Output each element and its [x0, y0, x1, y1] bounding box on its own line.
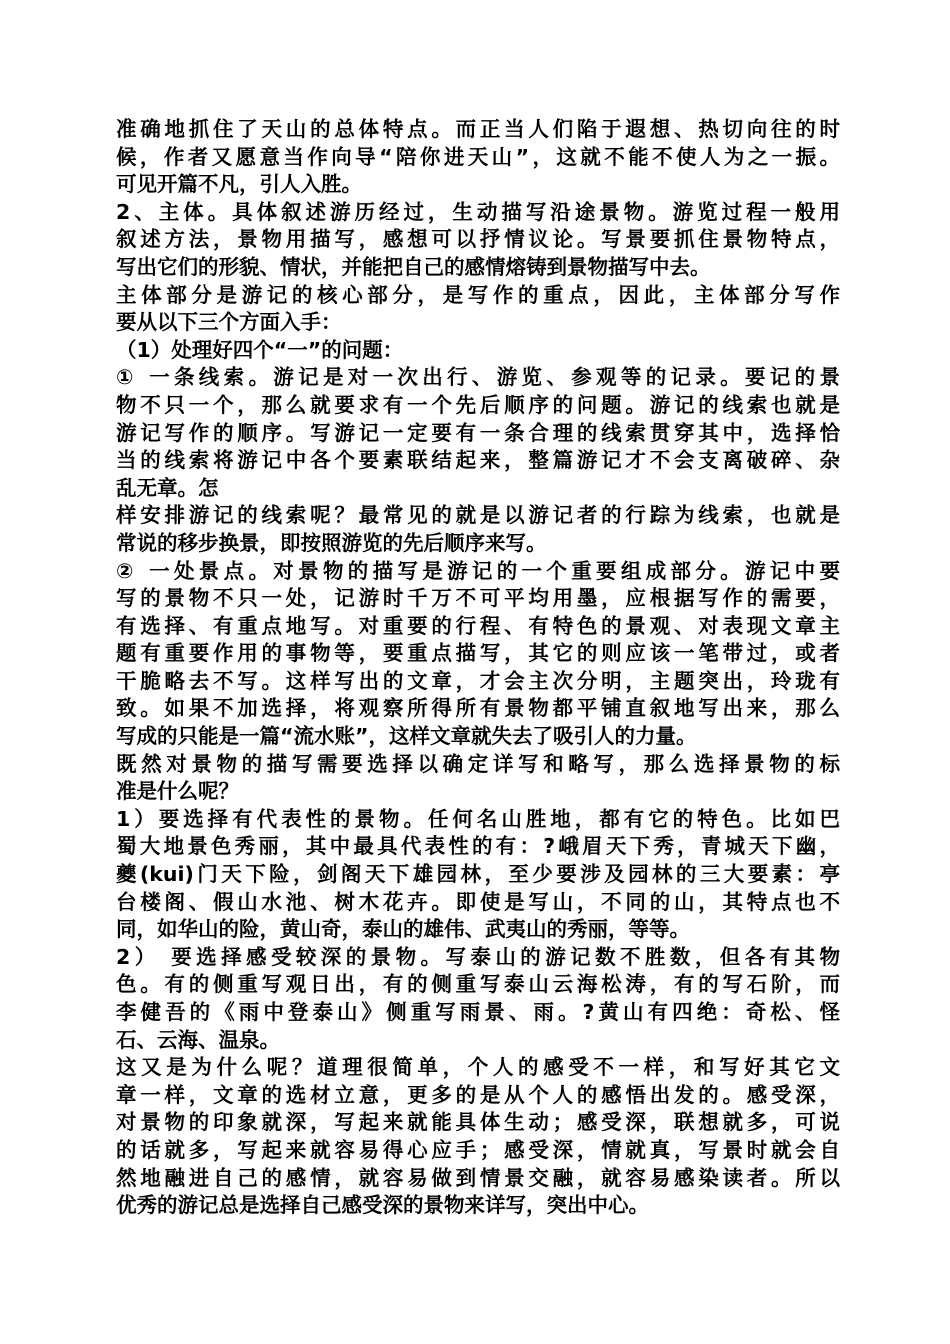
text-line: 然地融进自己的感情，就容易做到情景交融，就容易感染读者。所以 — [116, 1165, 840, 1190]
text-line: 准是什么呢？ — [116, 779, 239, 804]
text-line: ② 一处景点。对景物的描写是游记的一个重要组成部分。游记中要 — [116, 558, 840, 583]
text-line: 样安排游记的线索呢？最常见的就是以游记者的行踪为线索，也就是 — [116, 503, 840, 528]
text-line: 主体部分是游记的核心部分，是写作的重点，因此，主体部分写作 — [116, 282, 840, 307]
text-line: 台楼阁、假山水池、树木花卉。即使是写山，不同的山，其特点也不 — [116, 889, 840, 914]
text-line: 致。如果不加选择，将观察所得所有景物都平铺直叙地写出来，那么 — [116, 696, 840, 721]
text-line: 要从以下三个方面入手： — [116, 310, 342, 335]
text-line: 章一样，文章的选材立意，更多的是从个人的感悟出发的。感受深， — [116, 1082, 840, 1107]
text-line: 有选择、有重点地写。对重要的行程、有特色的景观、对表现文章主 — [116, 613, 840, 638]
text-line: 的话就多，写起来就容易得心应手；感受深，情就真，写景时就会自 — [116, 1137, 840, 1162]
text-line: 1）要选择有代表性的景物。任何名山胜地，都有它的特色。比如巴 — [116, 806, 840, 831]
document-page — [116, 116, 840, 1220]
text-line: 这又是为什么呢？道理很简单，个人的感受不一样，和写好其它文 — [116, 1055, 840, 1080]
text-line: 常说的移步换景，即按照游览的先后顺序来写。 — [116, 530, 547, 555]
text-line: 夔(kui)门天下险，剑阁天下雄园林，至少要涉及园林的三大要素：亭 — [116, 862, 840, 887]
text-line: 游记写作的顺序。写游记一定要有一条合理的线索贯穿其中，选择恰 — [116, 420, 840, 445]
text-line: 物不只一个，那么就要求有一个先后顺序的问题。游记的线索也就是 — [116, 392, 840, 417]
text-line: 色。有的侧重写观日出，有的侧重写泰山云海松涛，有的写石阶，而 — [116, 972, 840, 997]
text-line: 同，如华山的险，黄山奇，泰山的雄伟、武夷山的秀丽，等等。 — [116, 917, 690, 942]
text-line: 写出它们的形貌、情状，并能把自己的感情熔铸到景物描写中去。 — [116, 254, 711, 279]
text-line: 写的景物不只一处，记游时千万不可平均用墨，应根据写作的需要， — [116, 586, 840, 611]
text-line: 乱无章。怎 — [116, 475, 219, 500]
text-line: 候，作者又愿意当作向导“陪你进天山”，这就不能不使人为之一振。 — [116, 144, 840, 169]
text-line: 干脆略去不写。这样写出的文章，才会主次分明，主题突出，玲珑有 — [116, 668, 840, 693]
text-line: 题有重要作用的事物等，要重点描写，其它的则应该一笔带过，或者 — [116, 641, 840, 666]
text-line: 蜀大地景色秀丽，其中最具代表性的有：?峨眉天下秀，青城天下幽， — [116, 834, 840, 859]
text-line: ① 一条线索。游记是对一次出行、游览、参观等的记录。要记的景 — [116, 365, 840, 390]
text-line: 可见开篇不凡，引人入胜。 — [116, 172, 362, 197]
text-line: （1）处理好四个“一”的问题： — [116, 337, 404, 362]
text-line: 优秀的游记总是选择自己感受深的景物来详写，突出中心。 — [116, 1193, 649, 1218]
text-line: 石、云海、温泉。 — [116, 1027, 280, 1052]
text-line: 叙述方法，景物用描写，感想可以抒情议论。写景要抓住景物特点， — [116, 227, 840, 252]
text-line: 对景物的印象就深，写起来就能具体生动；感受深，联想就多，可说 — [116, 1110, 840, 1135]
text-line: 2、主体。具体叙述游历经过，生动描写沿途景物。游览过程一般用 — [116, 199, 840, 224]
text-line: 当的线索将游记中各个要素联结起来，整篇游记才不会支离破碎、杂 — [116, 448, 840, 473]
text-line: 2） 要选择感受较深的景物。写泰山的游记数不胜数，但各有其物 — [116, 944, 840, 969]
text-line: 既然对景物的描写需要选择以确定详写和略写，那么选择景物的标 — [116, 751, 840, 776]
text-line: 写成的只能是一篇“流水账”，这样文章就失去了吸引人的力量。 — [116, 724, 697, 749]
text-line: 李健吾的《雨中登泰山》侧重写雨景、雨。?黄山有四绝：奇松、怪 — [116, 1000, 840, 1024]
text-line: 准确地抓住了天山的总体特点。而正当人们陷于遐想、热切向往的时 — [116, 117, 840, 141]
